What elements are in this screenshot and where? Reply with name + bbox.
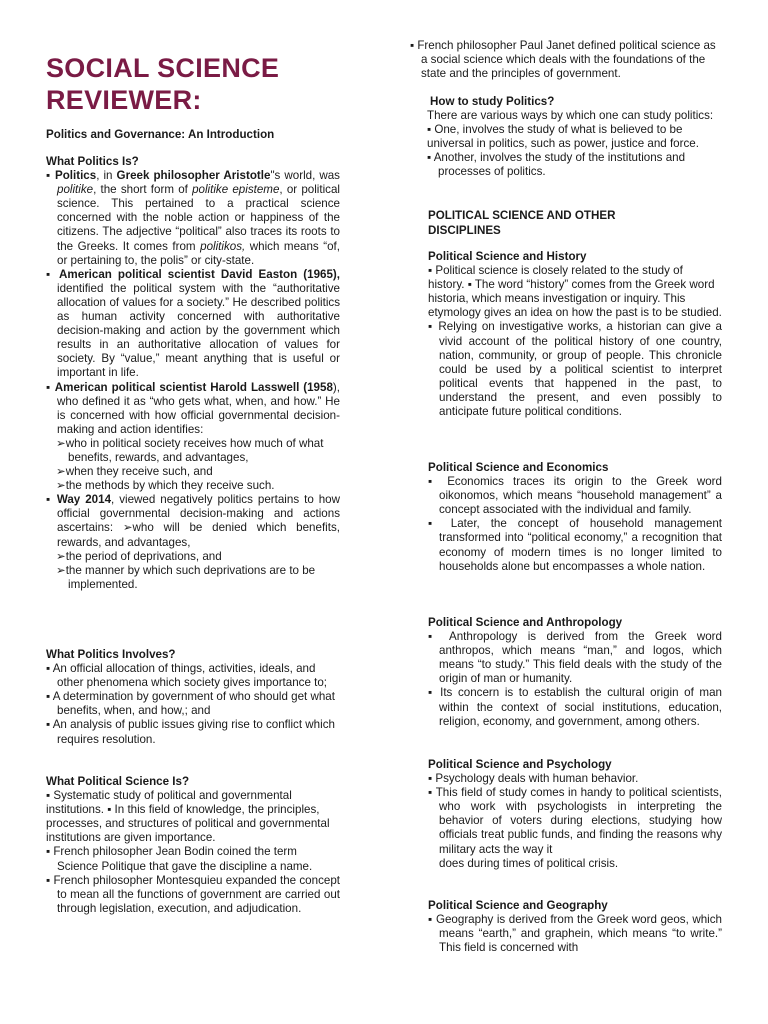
- section-history: [428, 250, 722, 419]
- text-italic: politike episteme: [192, 183, 280, 197]
- heading-what-politics-is: What Politics Is?: [46, 155, 139, 168]
- list-item: ▪ Its concern is to establish the cultural origin of man within the context of social institutions, education, religion, economy, and government, among others.: [428, 686, 722, 728]
- heading-anthropology: Political Science and Anthropology: [428, 616, 623, 629]
- section-economics: [428, 461, 722, 574]
- list-item: ▪ An analysis of public issues giving rise to conflict which requires resolution.: [46, 718, 335, 746]
- list-item-lasswell: [46, 381, 340, 437]
- section-what-polsci-is: [46, 775, 340, 916]
- heading-how-to-study: How to study Politics?: [430, 95, 555, 108]
- section-psychology: [428, 758, 722, 871]
- paragraph: There are various ways by which one can study politics: ▪ One, involves the study of what is believed to be universal in politics, such as power, justice and force.: [427, 109, 714, 151]
- text: which means “of, or pertaining to, the polis” or city-state.: [57, 239, 341, 267]
- text: , in: [96, 169, 117, 183]
- heading-psychology: Political Science and Psychology: [428, 758, 612, 771]
- list-item: ▪ Later, the concept of household management transformed into “political economy,” a recognition that economy of modern times is no longer limited to households alone but encompasses a whole nation.: [428, 517, 722, 573]
- list-item-janet: ▪ French philosopher Paul Janet defined political science as a social science which deals with the foundations of the state and the principles of government.: [410, 39, 716, 81]
- list-item: ▪ A determination by government of who should get what benefits, when, and how,; and: [46, 690, 335, 718]
- sub-item: ➢the methods by which they receive such.: [56, 479, 275, 493]
- section-what-politics-involves: [46, 648, 340, 747]
- text-bold: Way 2014: [56, 493, 112, 507]
- heading-other-disciplines: POLITICAL SCIENCE AND OTHER DISCIPLINES: [428, 209, 616, 237]
- text: "s world, was: [270, 169, 340, 183]
- heading-geography: Political Science and Geography: [428, 899, 608, 912]
- text-italic: politikos,: [200, 239, 246, 253]
- sub-item: ➢the period of deprivations, and: [56, 549, 222, 563]
- list-item: ▪ French philosopher Montesquieu expanded the concept to mean all the functions of government are carried out through legislation, execution, and adjudication.: [46, 873, 340, 915]
- subtitle: Politics and Governance: An Introduction: [46, 128, 275, 141]
- text: ), who defined it as “who gets what, when, and how.” He is concerned with how official governmental decision-making and action identifies:: [57, 380, 340, 436]
- heading-what-polsci-is: What Political Science Is?: [46, 775, 190, 788]
- continuation-text: does during times of political crisis.: [439, 856, 619, 870]
- sub-item: ➢when they receive such, and: [56, 465, 213, 479]
- bullet: ▪: [46, 169, 55, 183]
- bullet: ▪: [46, 493, 57, 507]
- heading-economics: Political Science and Economics: [428, 461, 609, 474]
- list-item: ▪ This field of study comes in handy to political scientists, who work with psychologists in interpreting the behavior of voters during elections, studying how officials treat public funds, and finding the reasons why military acts the way it: [428, 786, 722, 856]
- section-geography: [428, 899, 722, 955]
- list-item-aristotle: [46, 169, 340, 268]
- list-item-way: [46, 493, 340, 549]
- list-item: ▪ Relying on investigative works, a historian can give a vivid account of the political history of one country, nation, community, or group of people. This chronicle could be used by a political scientist to interpret political events that happened in the past, to understand the present, and even possibly to anticipate future political conditions.: [428, 320, 722, 419]
- section-anthropology: [428, 616, 722, 729]
- list-item-easton: [46, 268, 340, 381]
- text-bold: Greek philosopher Aristotle: [116, 169, 271, 183]
- list-item: ▪ Psychology deals with human behavior.: [428, 772, 639, 786]
- list-item: ▪ An official allocation of things, activities, ideals, and other phenomena which society gives importance to;: [46, 662, 328, 690]
- list-item: ▪ Anthropology is derived from the Greek word anthropos, which means “man,” and logos, which means “to study.” This field deals with the study of the origin of man or humanity.: [428, 630, 722, 686]
- list-item: ▪ Another, involves the study of the institutions and processes of politics.: [427, 151, 686, 179]
- list-item: ▪ French philosopher Jean Bodin coined the term Science Politique that gave the discipline a name.: [46, 845, 313, 873]
- text-bold: American political scientist Harold Lasswell (1958: [54, 380, 333, 394]
- heading-what-politics-involves: What Politics Involves?: [46, 648, 176, 661]
- heading-history: Political Science and History: [428, 250, 587, 263]
- text-bold: American political scientist David Easton (1965),: [59, 267, 340, 281]
- sub-item: ➢the manner by which such deprivations are to be implemented.: [56, 563, 316, 591]
- list-item: ▪ Economics traces its origin to the Greek word oikonomos, which means “household management” a concept associated with the individual and family.: [428, 475, 722, 517]
- text-italic: politike: [57, 183, 94, 197]
- text: , or political science. This pertained to a practical science concerned with the noble action or happiness of the citizens. The adjective “political” also traces its roots to the Greeks. It comes from: [57, 183, 341, 253]
- page-title: SOCIAL SCIENCE REVIEWER:: [46, 53, 280, 115]
- section-what-politics-is: [46, 155, 340, 592]
- paragraph: ▪ Systematic study of political and governmental institutions. ▪ In this field of knowledge, the principles, processes, and structures of political and governmental institutions are given importance.: [46, 789, 330, 845]
- bullet: ▪: [46, 380, 55, 394]
- bullet: ▪: [46, 267, 60, 281]
- text-bold: Politics: [54, 169, 97, 183]
- sub-item: ➢who in political society receives how much of what benefits, rewards, and advantages,: [56, 436, 324, 464]
- list-item: ▪ Geography is derived from the Greek word geos, which means “earth,” and graphein, which means “to write.” This field is concerned with: [428, 913, 722, 955]
- text: , the short form of: [93, 183, 193, 197]
- text: identified the political system with the “authoritative allocation of values for a society.” He described politics as human activity concerned with authoritative decision-making and action by the government which results in an authoritative allocation of values for society. By “value,” meant anything that is useful or important in life.: [57, 281, 340, 380]
- section-how-to-study: [427, 95, 717, 180]
- text: , viewed negatively politics pertains to how official governmental decision-making and actions ascertains: ➢who will be denied which benefits, rewards, and advantages,: [57, 493, 341, 549]
- paragraph: ▪ Political science is closely related to the study of history. ▪ The word “history” comes from the Greek word historia, which means investigation or inquiry. This etymology gives an idea on how the past is to be studied.: [428, 264, 722, 320]
